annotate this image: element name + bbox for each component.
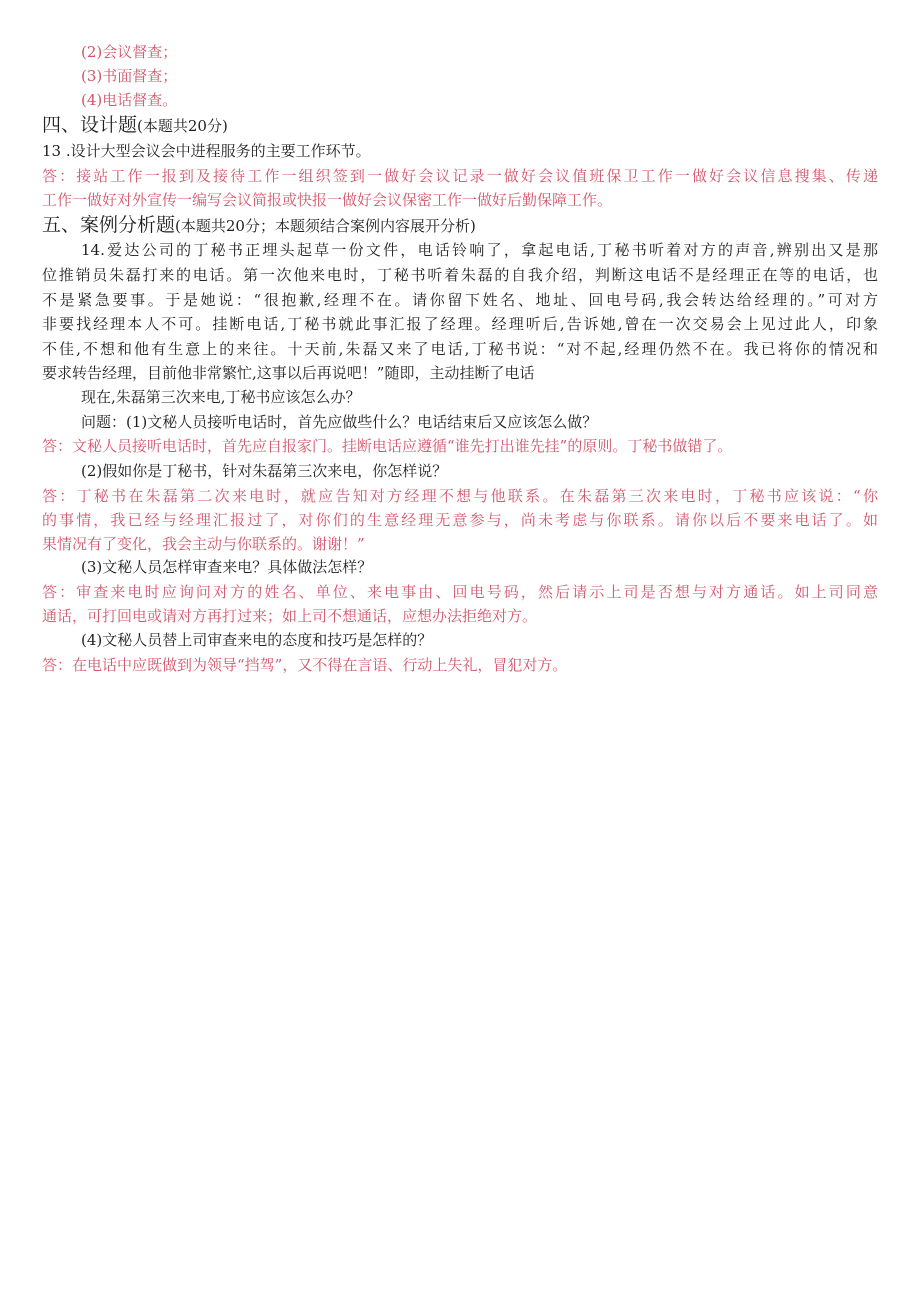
- section-5-heading: [42, 213, 476, 238]
- case-paragraph-line-3: 不是紧急要事。于是她说：“很抱歉,经理不在。请你留下姓名、地址、回电号码,我会转达给经理的。”可对方: [42, 291, 878, 309]
- section-4-score: (本题共20分): [137, 117, 228, 135]
- answer-2-line-3: 果情况有了变化，我会主动与你联系的。谢谢！”: [42, 535, 365, 553]
- question-4: (4)文秘人员替上司审查来电的态度和技巧是怎样的？: [81, 631, 433, 649]
- answer-13-line-1: 答：接站工作一报到及接待工作一组织签到一做好会议记录一做好会议值班保卫工作一做好会议信息搜集、传递: [42, 167, 878, 185]
- answer-3-line-2: 通话，可打回电或请对方再打过来；如上司不想通话，应想办法拒绝对方。: [42, 607, 538, 625]
- meeting-supervision-item: (2)会议督查；: [81, 43, 178, 61]
- section-5-title: 五、案例分析题: [42, 214, 176, 236]
- answer-4: 答：在电话中应既做到为领导“挡驾”，又不得在言语、行动上失礼，冒犯对方。: [42, 656, 568, 674]
- answer-3-line-1: 答：审查来电时应询问对方的姓名、单位、来电事由、回电号码，然后请示上司是否想与对方通话。如上司同意: [42, 583, 878, 601]
- case-paragraph-line-6: 要求转告经理，目前他非常繁忙,这事以后再说吧！”随即，主动挂断了电话: [42, 364, 535, 382]
- section-4-heading: [42, 113, 228, 138]
- case-paragraph-line-4: 非要找经理本人不可。挂断电话,丁秘书就此事汇报了经理。经理听后,告诉她,曾在一次交易会上见过此人，印象: [42, 315, 878, 333]
- answer-2-line-2: 的事情，我已经与经理汇报过了，对你们的生意经理无意参与，尚未考虑与你联系。请你以后不要来电话了。如: [42, 511, 878, 529]
- question-3: (3)文秘人员怎样审查来电？具体做法怎样？: [81, 558, 373, 576]
- answer-1: 答：文秘人员接听电话时，首先应自报家门。挂断电话应遵循“谁先打出谁先挂”的原则。丁秘书做错了。: [42, 437, 733, 455]
- question-1: 问题：(1)文秘人员接听电话时，首先应做些什么？电话结束后又应该怎么做？: [81, 413, 598, 431]
- answer-13-line-2: 工作一做好对外宣传一编写会议简报或快报一做好会议保密工作一做好后勤保障工作。: [42, 191, 613, 209]
- phone-supervision-item: (4)电话督查。: [81, 91, 178, 109]
- case-paragraph-line-5: 不佳,不想和他有生意上的来往。十天前,朱磊又来了电话,丁秘书说：“对不起,经理仍然不在。我已将你的情况和: [42, 340, 878, 358]
- question-2: (2)假如你是丁秘书，针对朱磊第三次来电，你怎样说？: [81, 462, 448, 480]
- answer-2-line-1: 答：丁秘书在朱磊第二次来电时，就应告知对方经理不想与他联系。在朱磊第三次来电时，丁秘书应该说：“你: [42, 487, 878, 505]
- section-5-score: (本题共20分；本题须结合案例内容展开分析): [175, 217, 476, 235]
- written-supervision-item: (3)书面督查；: [81, 67, 178, 85]
- case-paragraph-line-2: 位推销员朱磊打来的电话。第一次他来电时，丁秘书听着朱磊的自我介绍，判断这电话不是经理正在等的电话，也: [42, 266, 878, 284]
- section-4-title: 四、设计题: [42, 114, 138, 136]
- case-paragraph-line-1: 14.爱达公司的丁秘书正埋头起草一份文件，电话铃响了，拿起电话,丁秘书听着对方的声音,辨别出又是那: [81, 241, 878, 259]
- case-prompt: 现在,朱磊第三次来电,丁秘书应该怎么办？: [81, 388, 361, 406]
- question-13: 13 .设计大型会议会中进程服务的主要工作环节。: [42, 142, 371, 160]
